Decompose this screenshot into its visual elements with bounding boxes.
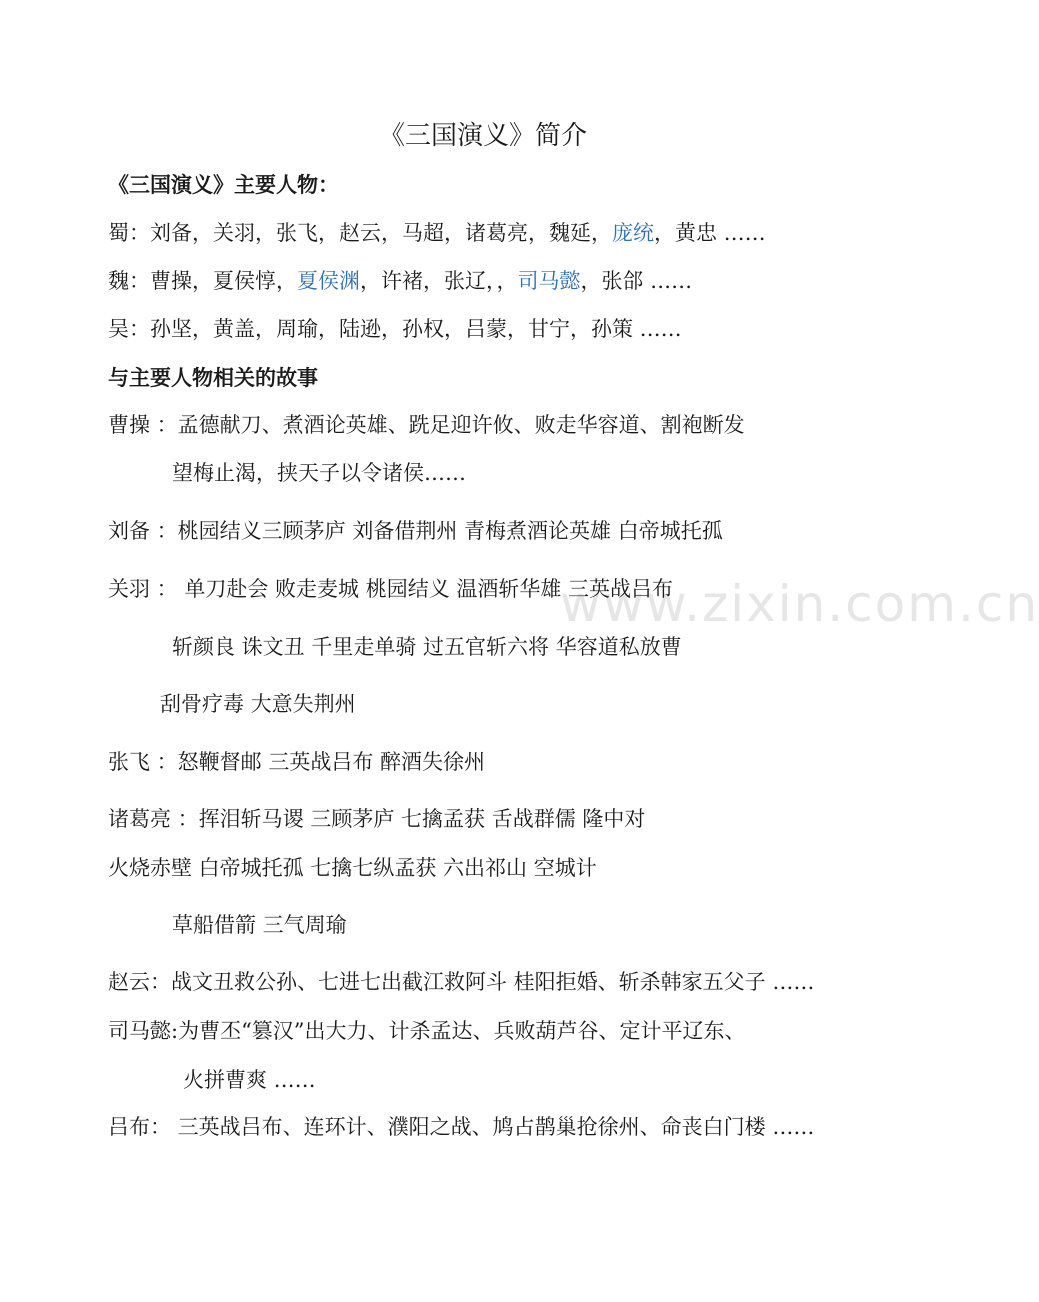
highlighted-name-xiahouyuan: 夏侯渊 [297, 269, 360, 293]
story-zhugeliang-line3: 草船借箭 三气周瑜 [172, 913, 347, 937]
story-guanyu-line2: 斩颜良 诛文丑 千里走单骑 过五官斩六将 华容道私放曹 [172, 635, 682, 659]
page-title: 《三国演义》简介 [378, 121, 587, 151]
characters-shu-post: ，黄忠 …… [654, 221, 766, 245]
characters-wei-mid: ，许褚，张辽，， [360, 269, 518, 293]
story-caocao-line2: 望梅止渴，挟天子以令诸侯…… [172, 461, 466, 485]
story-caocao-line1: 曹操 ：孟德献刀、煮酒论英雄、跣足迎许攸、败走华容道、割袍断发 [108, 413, 745, 437]
section-heading-characters: 《三国演义》主要人物： [108, 172, 339, 197]
story-liubei: 刘备 ：桃园结义三顾茅庐 刘备借荆州 青梅煮酒论英雄 白帝城托孤 [108, 519, 723, 543]
characters-wei-pre: 魏：曹操，夏侯惇， [108, 269, 297, 293]
highlighted-name-simayi: 司马懿 [517, 269, 581, 293]
story-guanyu-line3: 刮骨疗毒 大意失荆州 [160, 692, 356, 716]
story-zhaoyun: 赵云：战文丑救公孙、七进七出截江救阿斗 桂阳拒婚、斩杀韩家五父子 …… [108, 970, 815, 994]
story-guanyu-line1: 关羽 ： 单刀赴会 败走麦城 桃园结义 温酒斩华雄 三英战吕布 [108, 577, 674, 601]
characters-wu: 吴：孙坚，黄盖，周瑜，陆逊，孙权，吕蒙，甘宁，孙策 …… [108, 317, 682, 341]
story-zhugeliang-line1: 诸葛亮 ：挥泪斩马谡 三顾茅庐 七擒孟获 舌战群儒 隆中对 [108, 807, 646, 831]
characters-wei-post: ，张郃 …… [580, 269, 693, 293]
story-zhugeliang-line2: 火烧赤壁 白帝城托孤 七擒七纵孟获 六出祁山 空城计 [108, 856, 597, 880]
characters-shu-pre: 蜀：刘备，关羽，张飞，赵云，马超，诸葛亮，魏延， [108, 221, 612, 245]
story-zhangfei: 张飞 ：怒鞭督邮 三英战吕布 醉酒失徐州 [108, 750, 486, 774]
story-simayi-line2: 火拼曹爽 …… [183, 1068, 316, 1092]
watermark: www.zixin.com.cn [560, 575, 1039, 633]
story-lvbu: 吕布： 三英战吕布、连环计、濮阳之战、鸠占鹊巢抢徐州、命丧白门楼 …… [108, 1115, 815, 1139]
highlighted-name-pangtong: 庞统 [612, 221, 654, 245]
section-heading-stories: 与主要人物相关的故事 [108, 365, 318, 390]
characters-wei [108, 266, 692, 296]
story-simayi-line1: 司马懿:为曹丕“篡汉”出大力、计杀孟达、兵败葫芦谷、定计平辽东、 [108, 1019, 746, 1043]
characters-shu [108, 218, 766, 248]
